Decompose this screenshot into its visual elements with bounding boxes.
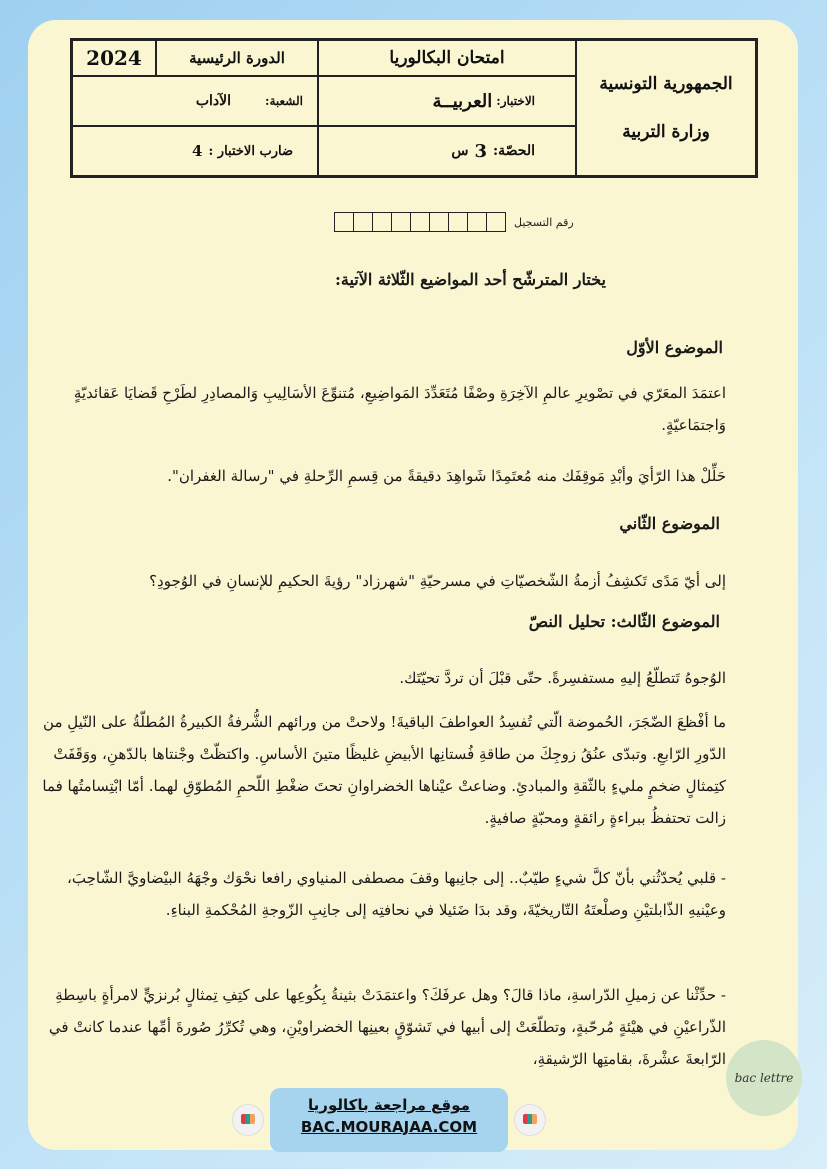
coefficient-value: 4 xyxy=(192,142,203,160)
exam-year: 2024 xyxy=(72,40,156,76)
exam-title: امتحان البكالوريا xyxy=(318,40,576,76)
section-label: الشعبة: xyxy=(265,94,303,108)
coefficient-cell xyxy=(72,126,318,176)
section-cell xyxy=(72,76,318,126)
topic3-para3: - قلبي يُحدّثُني بأنّ كلَّ شيءٍ طيّبٌ.. إلى جانِبها وقفَ مصطفى المنياوي رافعا نحْوَك وجْهَهُ البيْضاويَّ الشّاحِبَ، وعيْنيهِ الذّابلتيْنِ وصلْعتَهُ التّاريخيّةَ، وقد بدَا ضَئيلا في نحافتِه إلى جانِبِ الزّوجةِ المُحْكمةِ البناءِ. xyxy=(67,869,726,919)
topic1-task: حَلِّلْ هذا الرّأيَ وأبْدِ مَوقِفَك منه مُعتَمِدًا شَواهِدَ دقيقةً من قِسمِ الرِّحلةِ في "رسالة الغفران". xyxy=(167,467,726,485)
subject-label: الاختبار: xyxy=(496,94,535,108)
exam-sheet xyxy=(28,20,798,1150)
republic-name: الجمهورية التونسية xyxy=(599,74,733,94)
site-logo-icon xyxy=(514,1104,546,1136)
registration-field xyxy=(334,212,574,232)
bac-lettre-badge xyxy=(726,1040,802,1116)
duration-cell xyxy=(318,126,576,176)
section-value: الآداب xyxy=(195,93,232,109)
site-name-arabic[interactable]: موقع مراجعة باكالوريا xyxy=(308,1096,470,1114)
topic3-para4: - حدِّثْنا عن زميلِ الدّراسةِ، ماذا قالَ؟ وهل عرفَكَ؟ واعتمَدَتْ بثينةُ بِكُوعِها على كتِفِ تِمثالٍ بُرنزيٍّ لامرأةٍ باسِطةِ الذّراعيْنِ في هيْئةٍ مُرحّبةٍ، وتطلّعَتْ إلى أبيها في تَشوّقٍ بعينِها الخضراويْنِ، وهي تُكرِّرُ صُورةَ أمِّها عندما كانتْ في الرّابعةَ عشْرةَ، بقامتِها الرّشيقةِ، xyxy=(48,986,726,1068)
coefficient-label: ضارب الاختبار : xyxy=(208,143,293,159)
issuer-cell xyxy=(576,40,756,176)
topic1-title: الموضوع الأوّل xyxy=(626,338,723,357)
duration-label: الحصّة: xyxy=(492,143,535,159)
topic2-text: إلى أيّ مَدًى تَكشِفُ أزمةُ الشّخصيّاتِ في مسرحيّةِ "شهرزاد" رؤيةَ الحكيمِ للإنسانِ في الوُجودِ؟ xyxy=(149,572,726,590)
topic3-title: الموضوع الثّالث: تحليل النصّ xyxy=(528,612,720,631)
registration-label: رقم التسجيل xyxy=(514,215,574,229)
subject-cell xyxy=(318,76,576,126)
topic2-title: الموضوع الثّاني xyxy=(619,514,720,533)
registration-boxes[interactable] xyxy=(334,212,506,232)
site-banner[interactable] xyxy=(270,1088,508,1152)
exam-header-table xyxy=(70,38,758,178)
site-logo-icon xyxy=(232,1104,264,1136)
duration-unit: س xyxy=(451,143,469,159)
topic3-para2: ما أفْظعَ الضّجَرَ، الحُموضة الّتي تُفسِدُ العواطفَ الباقيةَ! ولاحتْ من ورائهم الشُّرفةُ الكبيرةُ المُطلّةُ على النّيلِ من الدّورِ الرّابعِ. وتبدّى عنُقُ زوجِكَ من طاقةِ فُستانِها الأبيضِ غليظًا متينَ الأساسِ. واكتظّتْ وجْنتاها بالدّهنِ، ووَقَفَتْ كتِمثالٍ ضخمٍ مليءٍ بالثّقةِ والمبادئِ. وضاعتْ عيْناها الخضراوانِ تحتَ ضغْطِ اللّحمِ المُطوّقِ لهما. أمّا ابْتِسامتُها فما زالت تحتفظُ ببراءةٍ رائقةٍ ومحبّةٍ صافيةٍ. xyxy=(42,713,726,827)
subject-value: العربيــة xyxy=(432,90,493,112)
duration-value: 3 xyxy=(474,140,487,162)
site-url[interactable]: BAC.MOURAJAA.COM xyxy=(300,1118,478,1136)
instruction: يختار المترشّح أحد المواضيع الثّلاثة الآتية: xyxy=(334,270,606,289)
session-name: الدورة الرئيسية xyxy=(156,40,318,76)
ministry-name: وزارة التربية xyxy=(622,122,710,142)
topic3-para1: الوُجوهُ تَتطلّعُ إليهِ مستفسِرةً. حتّى قبْلَ أن تردَّ تحيّتَك. xyxy=(399,669,726,687)
badge-text: bac lettre xyxy=(734,1071,794,1085)
topic1-text: اعتمَدَ المعَرّي في تصْويرِ عالمِ الآخِرَةِ وصْفًا مُتَعَدِّدَ المَواضِيعِ، مُتنوِّعَ الأسَالِيبِ وَالمصادِرِ لطَرْحِ قَضايَا عَقائديّةٍ وَاجتمَاعيّةٍ. xyxy=(73,384,726,434)
